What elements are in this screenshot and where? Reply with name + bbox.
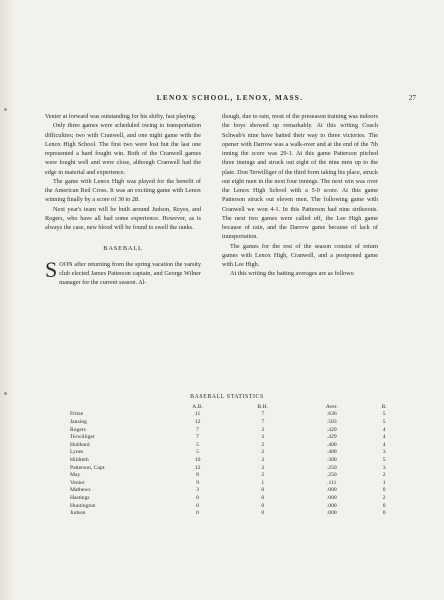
at-bats: 5	[196, 449, 199, 456]
player-name: Judson	[70, 510, 86, 517]
average: .429	[326, 426, 337, 433]
table-row	[70, 441, 400, 449]
player-name: Jansing	[70, 418, 87, 425]
baseball-intro-text: OON after returning from the spring vacation the varsity club elected James Patterson captain, and George Wilner manager for the current season. Al-	[59, 260, 201, 286]
paragraph: though, due to rain, most of the preseason training was indoors the boys showed up remarkably. At this writing Coach Schwab's nine have batted their way to three victories. The opener with Darrow was a walk-over and at the end of the 7th inning the score was 29-1. At this game Patterson pitched three innings and struck out eight of the nine men up to the plate. Don Terwilliger of the third form taking his place, struck out eight men in the next four innings. The next win was over the Lenox High School with a 5-0 score. At this game Patterson struck out eleven men. The following game with Cranwell we won 4-1. In this Patterson had nine strikeouts. The next two games were called off, the Lee High game because of rain, and the Darrow game because of lack of transportation.	[222, 113, 378, 241]
paragraph: Venier at forward was outstanding for his shifty, fast playing.	[45, 113, 197, 120]
table-row	[70, 471, 400, 479]
section-heading-baseball: BASEBALL	[103, 245, 143, 253]
base-hits: 2	[261, 441, 265, 448]
player-name: Hastings	[70, 494, 90, 501]
player-name: Hubbard	[70, 441, 90, 448]
paragraph: At this writing the batting averages are as follows:	[230, 270, 355, 278]
base-hits: 3	[261, 426, 265, 433]
at-bats: 0	[196, 494, 199, 501]
table-row	[70, 426, 400, 434]
baseball-intro-paragraph	[45, 256, 201, 288]
average: .000	[326, 487, 337, 494]
left-column	[45, 112, 201, 287]
table-row	[70, 502, 400, 510]
page-header	[44, 94, 416, 106]
stats-table	[70, 403, 400, 517]
page-number: 27	[408, 94, 416, 102]
player-name: Fritze	[70, 411, 84, 418]
runs: 4	[382, 434, 386, 441]
base-hits: 7	[261, 418, 265, 425]
average: .250	[326, 472, 337, 479]
stats-header-row	[70, 403, 400, 411]
table-row	[70, 433, 400, 441]
player-name: Patterson, Capt.	[70, 464, 106, 471]
base-hits: 3	[261, 464, 265, 471]
col-header-runs: R.	[381, 403, 387, 410]
at-bats: 10	[194, 456, 201, 463]
col-header-at-bats: A.B.	[192, 403, 203, 410]
paragraph: The games for the rest of the season consist of return games with Lenox High, Cranwell, and a postponed game with Lee High.	[222, 242, 378, 268]
average: .636	[326, 411, 337, 418]
table-row	[70, 509, 400, 517]
average: .400	[326, 441, 337, 448]
right-column	[222, 112, 378, 279]
player-name: Huntington	[70, 502, 96, 509]
at-bats: 9	[196, 479, 199, 486]
player-name: Mathews	[70, 487, 91, 494]
paragraph: Next year's team will be built around Judson, Reyes, and Rogers, who have all had some experience. However, as is always the case, new blood will be found to swell the ranks.	[45, 205, 201, 231]
base-hits: 0	[261, 510, 265, 517]
at-bats: 12	[194, 418, 201, 425]
paragraph: Only three games were scheduled owing to transportation difficulties; two with Cranwell, and one night game with the Lenox High School. The first two were lost but the last one represented a hard fought win. Both of the Cranwell games were fought well and were close, although Cranwell had the edge in material and experience.	[45, 122, 201, 176]
table-row	[70, 449, 400, 457]
player-name: Rogers	[70, 426, 86, 433]
average: .429	[326, 434, 337, 441]
runs: 0	[382, 510, 386, 517]
table-row	[70, 479, 400, 487]
table-row	[70, 411, 400, 419]
average: .111	[327, 479, 337, 486]
player-name: Terwilliger	[70, 434, 95, 441]
runs: 5	[382, 418, 386, 425]
table-row	[70, 464, 400, 472]
at-bats: 11	[194, 411, 201, 418]
base-hits: 0	[261, 494, 265, 501]
col-header-average: Aver.	[325, 403, 338, 410]
average: .583	[326, 418, 337, 425]
runs: 4	[382, 441, 386, 448]
paragraph: The game with Lenox High was played for the benefit of the American Red Cross. It was an exciting game with Lenox winning finally by a score of 30 to 28.	[45, 177, 201, 204]
runs: 0	[382, 502, 386, 509]
runs: 3	[382, 449, 386, 456]
average: .000	[326, 502, 337, 509]
at-bats: 3	[196, 487, 199, 494]
stats-title: BASEBALL STATISTICS	[190, 394, 264, 400]
col-header-base-hits: B.H.	[257, 403, 268, 410]
dropcap-letter: S	[45, 256, 58, 282]
at-bats: 12	[194, 464, 201, 471]
base-hits: 3	[261, 434, 265, 441]
average: .300	[326, 456, 337, 463]
at-bats: 0	[196, 502, 199, 509]
at-bats: 7	[196, 426, 199, 433]
base-hits: 3	[261, 456, 265, 463]
at-bats: 5	[196, 441, 199, 448]
runs: 1	[382, 479, 386, 486]
player-name: May	[70, 472, 81, 479]
average: .000	[326, 510, 337, 517]
player-name: Venier	[70, 479, 85, 486]
binding-hole	[4, 392, 7, 395]
average: .400	[326, 449, 337, 456]
table-row	[70, 418, 400, 426]
base-hits: 0	[261, 487, 265, 494]
average: .250	[326, 464, 337, 471]
at-bats: 7	[196, 434, 199, 441]
runs: 2	[382, 494, 386, 501]
runs: 5	[382, 456, 386, 463]
table-row	[70, 487, 400, 495]
runs: 0	[382, 487, 386, 494]
player-name: Lynes	[70, 449, 84, 456]
base-hits: 7	[261, 411, 265, 418]
table-row	[70, 494, 400, 502]
runs: 3	[382, 464, 386, 471]
stats-body	[70, 411, 400, 517]
running-title: LENOX SCHOOL, LENOX, MASS.	[156, 94, 304, 102]
baseball-statistics	[70, 394, 410, 517]
runs: 2	[382, 472, 386, 479]
average: .000	[326, 494, 337, 501]
col-header-name	[70, 403, 165, 411]
runs: 4	[382, 426, 386, 433]
table-row	[70, 456, 400, 464]
player-name: Hildreth	[70, 456, 89, 463]
page-binding-edge	[0, 0, 14, 600]
at-bats: 0	[196, 510, 199, 517]
base-hits: 2	[261, 449, 265, 456]
base-hits: 0	[261, 502, 265, 509]
base-hits: 1	[261, 479, 265, 486]
binding-hole	[4, 108, 7, 111]
base-hits: 2	[261, 472, 265, 479]
at-bats: 8	[196, 472, 199, 479]
runs: 5	[382, 411, 386, 418]
